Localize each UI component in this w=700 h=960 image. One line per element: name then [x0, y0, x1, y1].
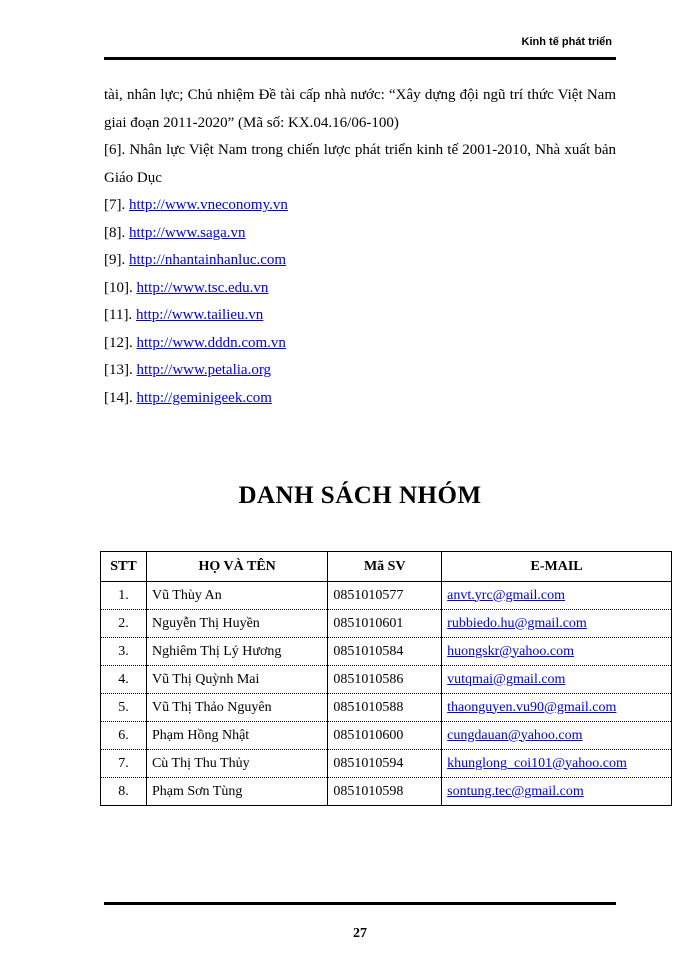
reference-link[interactable]: http://geminigeek.com	[136, 389, 272, 406]
cell-email	[442, 750, 672, 778]
table-row	[101, 582, 672, 610]
cell-stt: 7.	[101, 750, 147, 778]
table-row	[101, 666, 672, 694]
reference-number: [13].	[104, 362, 133, 378]
reference-number: [7].	[104, 197, 126, 213]
cell-name: Vũ Thị Thảo Nguyên	[146, 694, 327, 722]
cell-stt: 2.	[101, 610, 147, 638]
page-number: 27	[353, 926, 367, 941]
column-header-email: E-MAIL	[442, 552, 672, 582]
reference-continuation: tài, nhân lực; Chủ nhiệm Đề tài cấp nhà nước: “Xây dựng đội ngũ trí thức Việt Nam giai đoạn 2011-2020” (Mã số: KX.04.16/06-100)	[104, 87, 616, 131]
reference-link[interactable]: http://www.tsc.edu.vn	[136, 279, 269, 296]
cell-student-id: 0851010594	[328, 750, 442, 778]
email-link[interactable]: sontung.tec@gmail.com	[447, 783, 584, 799]
cell-stt: 6.	[101, 722, 147, 750]
reference-link[interactable]: http://www.petalia.org	[136, 362, 272, 378]
email-link[interactable]: huongskr@yahoo.com	[447, 643, 574, 659]
table-row	[101, 722, 672, 750]
cell-name: Vũ Thùy An	[146, 582, 327, 610]
reference-item	[104, 220, 616, 248]
cell-email	[442, 722, 672, 750]
cell-name: Phạm Sơn Tùng	[146, 778, 327, 806]
header-rule	[104, 57, 616, 60]
cell-stt: 5.	[101, 694, 147, 722]
email-link[interactable]: anvt.yrc@gmail.com	[447, 587, 566, 603]
references-section	[104, 82, 616, 412]
footer-rule	[104, 902, 616, 905]
cell-stt: 8.	[101, 778, 147, 806]
cell-student-id: 0851010586	[328, 666, 442, 694]
reference-number: [11].	[104, 307, 133, 323]
table-row	[101, 610, 672, 638]
cell-email	[442, 582, 672, 610]
cell-student-id: 0851010598	[328, 778, 442, 806]
cell-name: Nguyễn Thị Huyền	[146, 610, 327, 638]
cell-email	[442, 638, 672, 666]
reference-link[interactable]: http://www.tailieu.vn	[135, 307, 264, 323]
running-header: Kinh tế phát triển	[521, 36, 612, 48]
column-header-student-id: Mã SV	[328, 552, 442, 582]
reference-number: [8].	[104, 224, 126, 241]
reference-text: Nhân lực Việt Nam trong chiến lược phát triển kinh tế 2001-2010, Nhà xuất bản Giáo Dục	[104, 142, 616, 186]
cell-student-id: 0851010584	[328, 638, 442, 666]
cell-student-id: 0851010577	[328, 582, 442, 610]
table-row	[101, 638, 672, 666]
table-row	[101, 694, 672, 722]
reference-item	[104, 330, 616, 358]
cell-stt: 3.	[101, 638, 147, 666]
cell-email	[442, 666, 672, 694]
cell-student-id: 0851010600	[328, 722, 442, 750]
cell-email	[442, 610, 672, 638]
cell-stt: 4.	[101, 666, 147, 694]
reference-number: [9].	[104, 252, 126, 268]
column-header-name: HỌ VÀ TÊN	[146, 552, 327, 582]
reference-link[interactable]: http://www.dddn.com.vn	[136, 334, 286, 351]
reference-link[interactable]: http://www.saga.vn	[129, 224, 246, 241]
reference-item	[104, 385, 616, 413]
reference-number: [6].	[104, 142, 126, 158]
cell-name: Phạm Hồng Nhật	[146, 722, 327, 750]
table-row	[101, 750, 672, 778]
email-link[interactable]: khunglong_coi101@yahoo.com	[447, 755, 627, 771]
email-link[interactable]: cungdauan@yahoo.com	[447, 727, 583, 743]
reference-item	[104, 357, 616, 385]
member-table	[100, 551, 672, 806]
cell-student-id: 0851010588	[328, 694, 442, 722]
reference-number: [14].	[104, 389, 133, 406]
reference-link[interactable]: http://nhantainhanluc.com	[129, 252, 287, 268]
reference-item	[104, 302, 616, 330]
cell-stt: 1.	[101, 582, 147, 610]
reference-item	[104, 192, 616, 220]
email-link[interactable]: rubbiedo.hu@gmail.com	[447, 615, 587, 631]
cell-name: Cù Thị Thu Thủy	[146, 750, 327, 778]
column-header-stt: STT	[101, 552, 147, 582]
table-header-row	[101, 552, 672, 582]
email-link[interactable]: vutqmai@gmail.com	[447, 671, 566, 687]
reference-item	[104, 137, 616, 192]
reference-number: [10].	[104, 279, 133, 296]
cell-name: Nghiêm Thị Lý Hương	[146, 638, 327, 666]
cell-student-id: 0851010601	[328, 610, 442, 638]
section-title: DANH SÁCH NHÓM	[238, 482, 482, 509]
reference-item	[104, 247, 616, 275]
reference-link[interactable]: http://www.vneconomy.vn	[129, 197, 288, 213]
cell-email	[442, 694, 672, 722]
cell-email	[442, 778, 672, 806]
table-row	[101, 778, 672, 806]
reference-item	[104, 275, 616, 303]
reference-number: [12].	[104, 334, 133, 351]
cell-name: Vũ Thị Quỳnh Mai	[146, 666, 327, 694]
email-link[interactable]: thaonguyen.vu90@gmail.com	[447, 699, 617, 715]
